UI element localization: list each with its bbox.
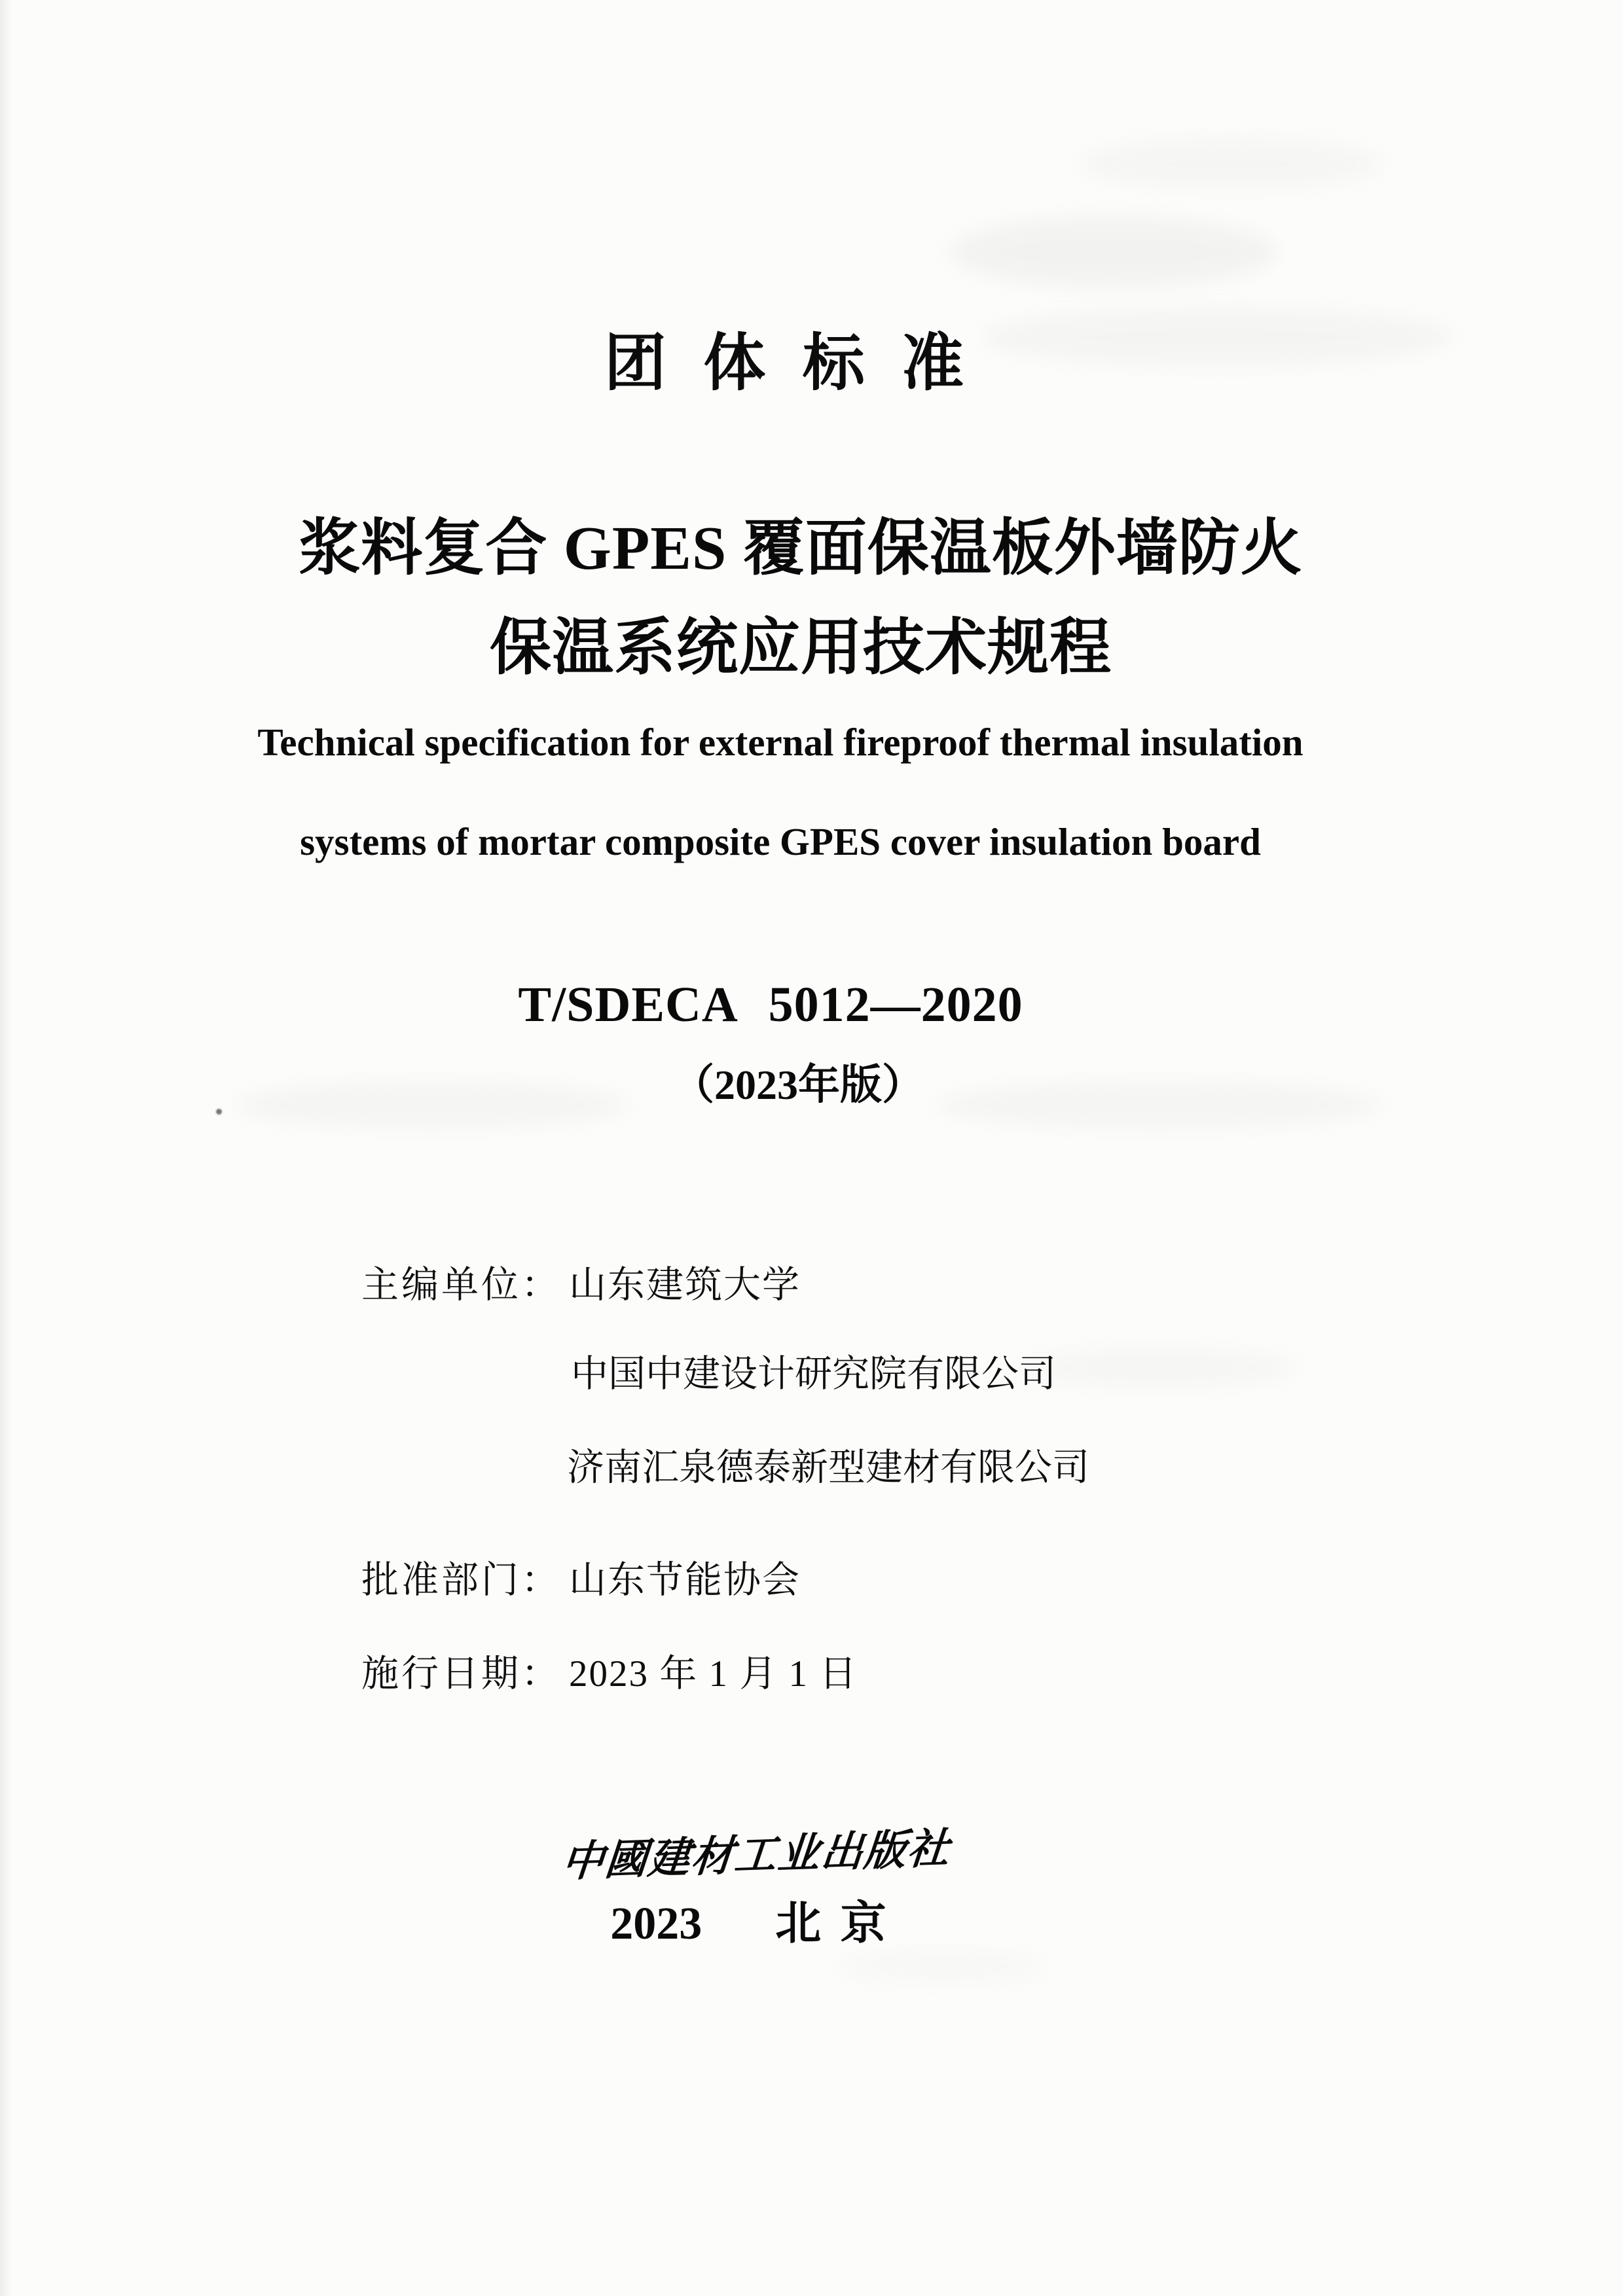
title-english — [0, 692, 1561, 891]
chief-editor-unit-2: 中国中建设计研究院有限公司 — [571, 1354, 1056, 1395]
approval-line — [361, 1558, 801, 1603]
standard-number: T/SDECA 5012—2020 — [518, 977, 1023, 1032]
title-cn-line2: 保温系统应用技术规程 — [489, 614, 1112, 682]
publisher-imprint-line — [0, 1894, 1501, 1954]
chief-editor-unit-2-line — [571, 1352, 1056, 1397]
chief-editor-unit-1: 山东建筑大学 — [569, 1265, 801, 1306]
title-en-line2: systems of mortar composite GPES cover insulation board — [300, 820, 1261, 863]
scan-artifact — [1021, 1348, 1296, 1388]
title-en-line1: Technical specification for external fireproof thermal insulation — [257, 721, 1304, 764]
publish-year: 2023 — [610, 1899, 702, 1949]
title-chinese — [0, 499, 1601, 698]
standard-edition: （2023年版） — [672, 1062, 924, 1108]
chief-editor-unit-3: 济南汇泉德泰新型建材有限公司 — [567, 1447, 1089, 1488]
title-cn-line1: 浆料复合 GPES 覆面保温板外墙防火 — [299, 514, 1303, 583]
chief-editor-unit-3-line — [567, 1446, 1089, 1490]
chief-editor-line — [361, 1263, 801, 1308]
implementation-label: 施行日期： — [361, 1653, 561, 1695]
chief-editor-label: 主编单位： — [361, 1265, 561, 1306]
scan-artifact — [1080, 137, 1381, 190]
scan-artifact — [838, 1950, 1048, 1983]
publish-city: 北 京 — [775, 1899, 890, 1949]
doc-category-heading: 团 体 标 准 — [604, 329, 974, 398]
implementation-line — [361, 1652, 858, 1696]
publisher-logotype: 中國建材工业出版社 — [560, 1825, 953, 1886]
scan-artifact — [949, 216, 1277, 288]
approval-label: 批准部门： — [361, 1560, 561, 1601]
implementation-date: 2023 年 1 月 1 日 — [569, 1653, 858, 1695]
approval-unit: 山东节能协会 — [569, 1560, 801, 1601]
